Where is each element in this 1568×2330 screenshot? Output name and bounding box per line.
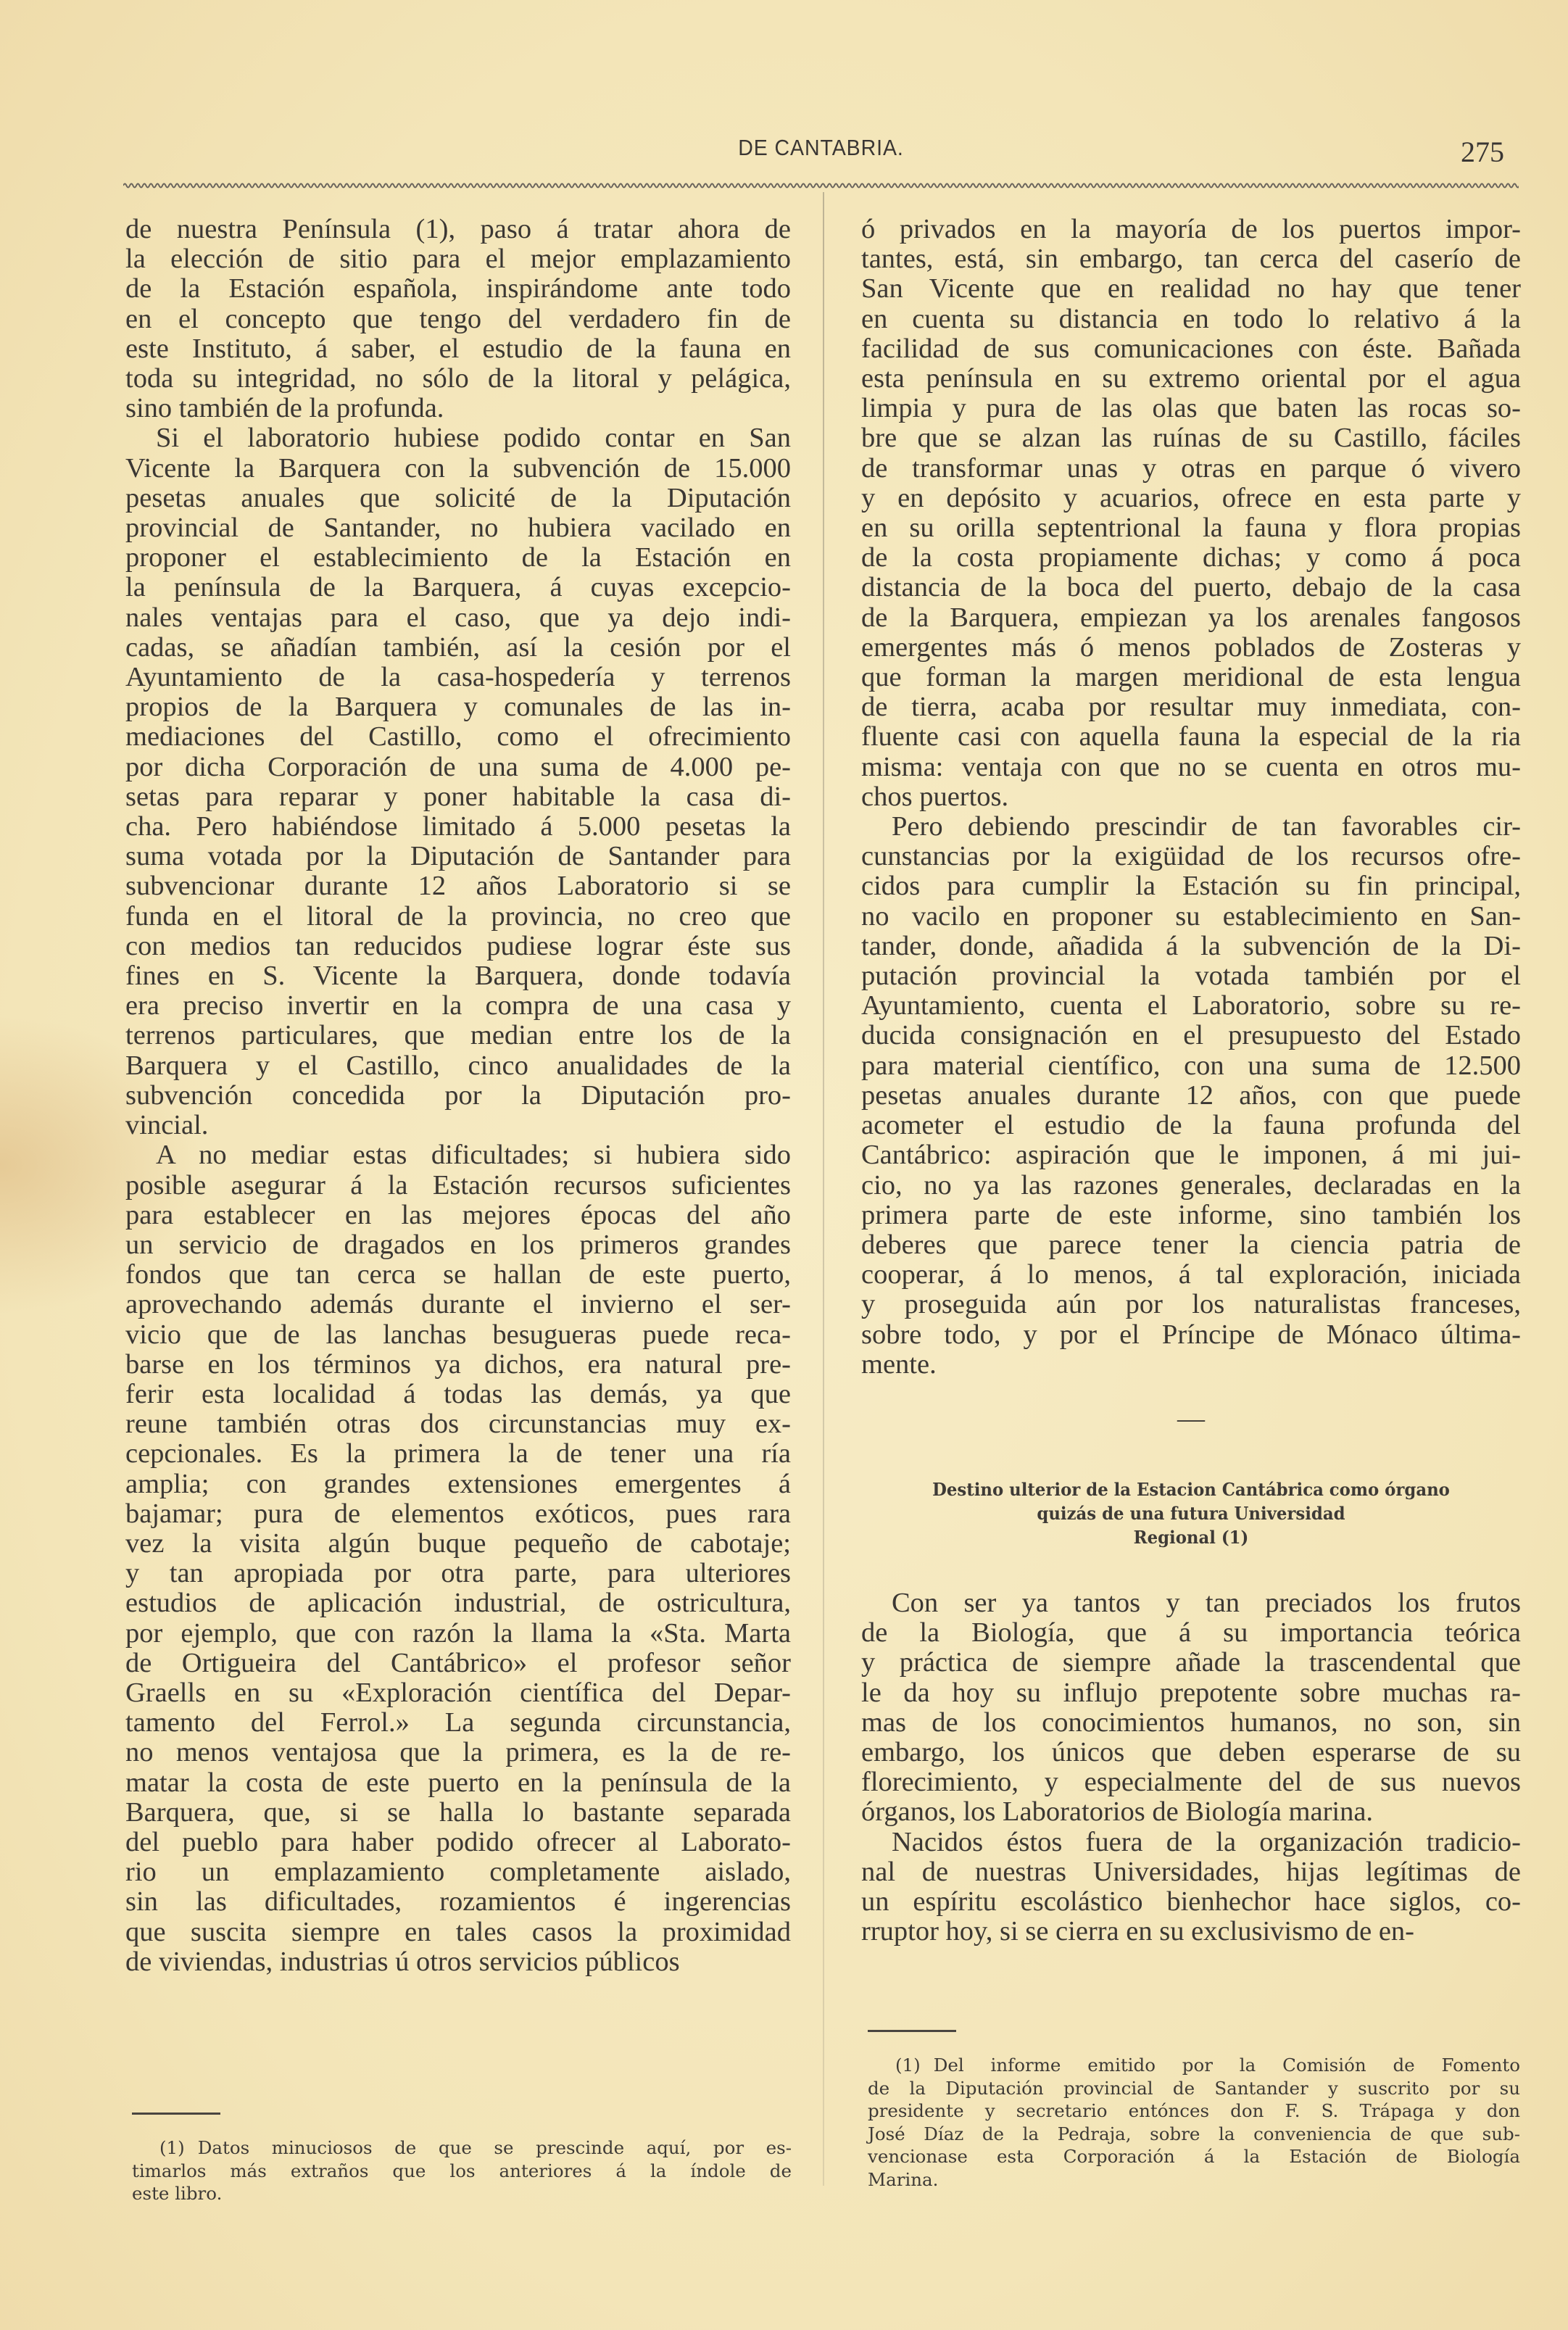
text-line: la península de la Barquera, á cuyas excepcio- <box>125 572 791 603</box>
text-line: chos puertos. <box>861 781 1009 812</box>
text-line: cidos para cumplir la Estación su fin principal, <box>861 871 1521 902</box>
text-line: que forman la margen meridional de esta lengua <box>861 662 1521 693</box>
text-line: florecimiento, y especialmente del de sus nuevos <box>861 1767 1521 1798</box>
text-line: para establecer en las mejores épocas del año <box>125 1199 791 1230</box>
text-line: para material científico, con una suma de 12.500 <box>861 1050 1521 1081</box>
text-line: fondos que tan cerca se hallan de este puerto, <box>125 1259 791 1290</box>
text-line: Ayuntamiento de la casa-hospedería y terrenos <box>125 662 791 693</box>
text-line: rio un emplazamiento completamente aislado, <box>125 1857 791 1888</box>
text-line: fines en S. Vicente la Barquera, donde todavía <box>125 961 791 992</box>
text-line: posible asegurar á la Estación recursos suficientes <box>125 1169 791 1201</box>
text-line: bajamar; pura de elementos exóticos, pues rara <box>125 1498 791 1529</box>
text-line: proponer el establecimiento de la Estación en <box>125 542 791 573</box>
text-line: Barquera y el Castillo, cinco anualidades de la <box>125 1050 791 1081</box>
text-line: distancia de la boca del puerto, debajo de la casa <box>861 572 1521 603</box>
text-line: facilidad de sus comunicaciones con éste. Bañada <box>861 333 1521 364</box>
text-line: de la Estación española, inspirándome ante todo <box>125 273 791 304</box>
footnote-mark: (1) <box>159 2137 185 2158</box>
text-line: no vacilo en proponer su establecimiento en San- <box>861 900 1521 932</box>
text-line: Si el laboratorio hubiese podido contar en San <box>156 423 791 454</box>
text-line: pesetas anuales que solicité de la Diputación <box>125 482 791 513</box>
text-line: aprovechando además durante el invierno el ser- <box>125 1289 791 1320</box>
text-line: terrenos particulares, que median entre los de la <box>125 1020 791 1051</box>
text-line: subvención concedida por la Diputación pro- <box>125 1079 791 1111</box>
text-line: pesetas anuales durante 12 años, con que puede <box>861 1079 1521 1111</box>
text-line: mente. <box>861 1348 937 1380</box>
text-line: setas para reparar y poner habitable la casa di- <box>125 781 791 812</box>
text-line: Vicente la Barquera con la subvención de 15.000 <box>125 452 791 484</box>
text-line: por ejemplo, que con razón la llama la «Sta. Marta <box>125 1617 791 1649</box>
text-line: ducida consignación en el presupuesto del Estado <box>861 1020 1521 1051</box>
text-line: Nacidos éstos fuera de la organización tradicio- <box>892 1826 1521 1857</box>
text-line: matar la costa de este puerto en la península de la <box>125 1767 791 1798</box>
footnote-line: de la Diputación provincial de Santander y suscrito por su <box>868 2077 1520 2099</box>
left-footnotes <box>132 2113 792 2205</box>
text-line: barse en los términos ya dichos, era natural pre- <box>125 1348 791 1380</box>
text-line: Barquera, que, si se halla lo bastante separada <box>125 1796 791 1828</box>
text-line: toda su integridad, no sólo de la litoral y pelágica, <box>125 363 791 394</box>
text-line: mediaciones del Castillo, como el ofrecimiento <box>125 721 791 753</box>
text-line: sino también de la profunda. <box>125 393 444 424</box>
footnote-line: presidente y secretario entónces don F. S. Trápaga y don <box>868 2100 1520 2121</box>
text-line: le da hoy su influjo prepotente sobre muchas ra- <box>861 1677 1521 1708</box>
text-line: San Vicente que en realidad no hay que tener <box>861 273 1521 304</box>
footnote <box>868 2054 1520 2191</box>
footnote-line: Marina. <box>868 2168 939 2190</box>
text-line: que suscita siempre en tales casos la proximidad <box>125 1916 791 1947</box>
text-line: rruptor hoy, si se cierra en su exclusivismo de en- <box>861 1916 1415 1947</box>
page-number: 275 <box>1461 136 1504 168</box>
paragraph <box>861 1828 1521 1947</box>
text-line: con medios tan reducidos pudiese lograr éste sus <box>125 930 791 961</box>
text-line: un espíritu escolástico bienhechor hace siglos, co- <box>861 1886 1521 1917</box>
text-line: de la Biología, que á su importancia teórica <box>861 1617 1521 1649</box>
footnote-line: José Díaz de la Pedraja, sobre la conveniencia de que sub- <box>868 2123 1520 2144</box>
text-line: sobre todo, y por el Príncipe de Mónaco última- <box>861 1319 1521 1350</box>
text-line: ó privados en la mayoría de los puertos impor- <box>861 214 1521 244</box>
footnote-line: vencionase esta Corporación á la Estación de Biología <box>868 2146 1520 2167</box>
text-line: vicio que de las lanchas besugueras puede reca- <box>125 1319 791 1350</box>
text-line: cepcionales. Es la primera la de tener una ría <box>125 1438 791 1469</box>
text-line: esta península en su extremo oriental por el agua <box>861 363 1521 394</box>
text-line: de la costa propiamente dichas; y como á poca <box>861 542 1521 573</box>
text-line: Pero debiendo prescindir de tan favorables cir- <box>892 811 1521 842</box>
text-line: ferir esta localidad á todas las demás, ya que <box>125 1378 791 1409</box>
text-line: acometer el estudio de la fauna profunda del <box>861 1110 1521 1141</box>
paragraph <box>861 812 1521 1380</box>
right-footnotes <box>868 2030 1520 2191</box>
text-line: por dicha Corporación de una suma de 4.000 pe- <box>125 751 791 782</box>
text-line: un servicio de dragados en los primeros grandes <box>125 1229 791 1260</box>
text-line: cooperar, á lo menos, á tal exploración, iniciada <box>861 1259 1521 1290</box>
text-line: cha. Pero habiéndose limitado á 5.000 pesetas la <box>125 811 791 842</box>
text-line: nales ventajas para el caso, que ya dejo indi- <box>125 602 791 633</box>
right-column <box>861 215 1521 1946</box>
paragraph <box>861 1588 1521 1828</box>
footnote-mark: (1) <box>895 2055 921 2076</box>
text-line: nal de nuestras Universidades, hijas legítimas de <box>861 1856 1521 1887</box>
text-line: y práctica de siempre añade la trascendental que <box>861 1647 1521 1678</box>
running-head <box>123 135 1519 171</box>
text-line: tander, donde, añadida á la subvención de la Di- <box>861 930 1521 961</box>
text-line: de tierra, acaba por resultar muy inmediata, con- <box>861 692 1521 723</box>
text-line: Graells en su «Exploración científica del Depar- <box>125 1677 791 1708</box>
text-line: mas de los conocimientos humanos, no son, sin <box>861 1707 1521 1738</box>
section-heading-line: Destino ulterior de la Estacion Cantábrica como órgano <box>932 1478 1450 1500</box>
text-line: sin las dificultades, rozamientos é ingerencias <box>125 1886 791 1918</box>
text-line: primera parte de este informe, sino también los <box>861 1199 1521 1230</box>
text-line: amplia; con grandes extensiones emergentes á <box>125 1468 791 1499</box>
section-separator: — <box>1177 1403 1205 1434</box>
text-line: de la Barquera, empiezan ya los arenales fangosos <box>861 602 1521 633</box>
text-line: de Ortigueira del Cantábrico» el profesor señor <box>125 1647 791 1678</box>
section-body <box>861 1588 1521 1946</box>
text-line: limpia y pura de las olas que baten las rocas so- <box>861 393 1521 424</box>
text-line: deberes que parece tener la ciencia patria de <box>861 1229 1521 1260</box>
text-line: funda en el litoral de la provincia, no creo que <box>125 900 791 932</box>
text-line: tamento del Ferrol.» La segunda circunstancia, <box>125 1707 791 1738</box>
footnote-rule <box>132 2113 220 2115</box>
footnote-line: este libro. <box>132 2183 223 2204</box>
text-line: y tan apropiada por otra parte, para ulteriores <box>125 1558 791 1589</box>
left-column-text <box>125 215 791 1977</box>
text-line: no menos ventajosa que la primera, es la de re- <box>125 1737 791 1768</box>
text-line: de transformar unas y otras en parque ó vivero <box>861 452 1521 484</box>
text-line: misma: ventaja con que no se cuenta en otros mu- <box>861 751 1521 782</box>
text-line: putación provincial la votada también por el <box>861 961 1521 992</box>
footnote-rule <box>868 2030 956 2032</box>
text-line: Ayuntamiento, cuenta el Laboratorio, sobre su re- <box>861 990 1521 1021</box>
text-line: en su orilla septentrional la fauna y flora propias <box>861 513 1521 544</box>
section-heading-line: Regional (1) <box>1133 1526 1249 1548</box>
text-line: en el concepto que tengo del verdadero fin de <box>125 303 791 334</box>
right-column-text <box>861 215 1521 1380</box>
text-line: vincial. <box>125 1110 209 1141</box>
text-line: subvencionar durante 12 años Laboratorio si se <box>125 871 791 902</box>
text-line: en cuenta su distancia en todo lo relativo á la <box>861 303 1521 334</box>
text-line: este Instituto, á saber, el estudio de la fauna en <box>125 333 791 364</box>
wavy-header-rule <box>123 181 1519 190</box>
text-line: tantes, está, sin embargo, tan cerca del caserío de <box>861 244 1521 275</box>
text-line: cadas, se añadían también, así la cesión por el <box>125 631 791 663</box>
running-title: DE CANTABRIA. <box>738 135 904 160</box>
paragraph <box>125 1140 791 1977</box>
text-line: cunstancias por la exigüidad de los recursos ofre- <box>861 841 1521 872</box>
text-line: suma votada por la Diputación de Santander para <box>125 841 791 872</box>
text-line: embargo, los únicos que deben esperarse de su <box>861 1736 1521 1767</box>
footnote-line: timarlos más extraños que los anteriores á la índole de <box>132 2160 792 2181</box>
column-divider <box>823 192 824 2186</box>
text-line: bre que se alzan las ruínas de su Castillo, fáciles <box>861 423 1521 454</box>
footnote-line <box>132 2136 792 2160</box>
left-column <box>125 215 791 1977</box>
text-line: cio, no ya las razones generales, declaradas en la <box>861 1169 1521 1201</box>
section-heading <box>878 1477 1505 1549</box>
paragraph <box>125 215 791 423</box>
text-line: órganos, los Laboratorios de Biología marina. <box>861 1796 1374 1828</box>
section-heading-line: quizás de una futura Universidad <box>1037 1502 1345 1524</box>
text-line: la elección de sitio para el mejor emplazamiento <box>125 244 791 275</box>
footnote-text: Del informe emitido por la Comisión de Fomento <box>933 2055 1520 2076</box>
text-line: fluente casi con aquella fauna la especial de la ria <box>861 721 1521 753</box>
text-line: y en depósito y acuarios, ofrece en esta parte y <box>861 482 1521 513</box>
text-line: propios de la Barquera y comunales de las in- <box>125 692 791 723</box>
text-line: estudios de aplicación industrial, de ostricultura, <box>125 1588 791 1619</box>
text-line: Cantábrico: aspiración que le imponen, á mi jui- <box>861 1140 1521 1171</box>
text-line: Con ser ya tantos y tan preciados los frutos <box>892 1587 1521 1618</box>
text-line: y proseguida aún por los naturalistas franceses, <box>861 1289 1521 1320</box>
footnote-line <box>868 2054 1520 2077</box>
paragraph <box>861 215 1521 812</box>
text-line: era preciso invertir en la compra de una casa y <box>125 990 791 1021</box>
text-line: emergentes más ó menos poblados de Zosteras y <box>861 631 1521 663</box>
text-line: del pueblo para haber podido ofrecer al Laborato- <box>125 1826 791 1857</box>
text-line: reune también otras dos circunstancias muy ex- <box>125 1409 791 1440</box>
paragraph <box>125 423 791 1140</box>
text-line: vez la visita algún buque pequeño de cabotaje; <box>125 1527 791 1559</box>
text-line: de nuestra Península (1), paso á tratar ahora de <box>125 214 791 244</box>
text-line: de viviendas, industrias ú otros servicios públicos <box>125 1946 680 1977</box>
text-line: provincial de Santander, no hubiera vacilado en <box>125 513 791 544</box>
text-line: A no mediar estas dificultades; si hubiera sido <box>156 1140 791 1171</box>
footnote-text: Datos minuciosos de que se prescinde aquí, por es- <box>197 2137 792 2158</box>
footnote <box>132 2136 792 2205</box>
